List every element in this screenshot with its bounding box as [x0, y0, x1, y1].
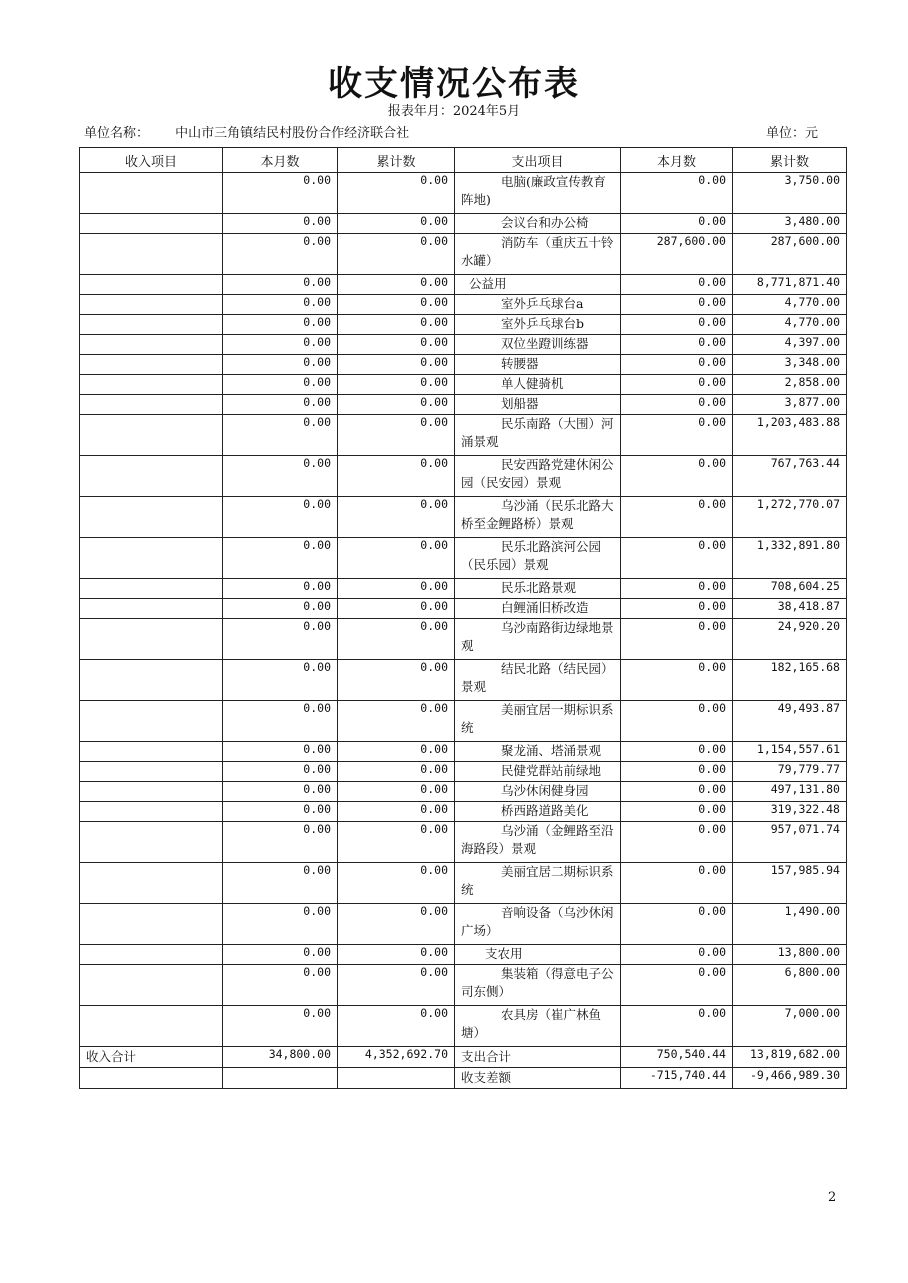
expense-item-cell [455, 497, 621, 538]
expense-item-cell [455, 1006, 621, 1047]
table-row [80, 375, 847, 395]
income-cumulative-cell: 0.00 [338, 965, 455, 1006]
unit-name-value: 中山市三角镇结民村股份合作经济联合社 [175, 126, 410, 141]
table-row [80, 660, 847, 701]
income-item-cell [80, 375, 223, 395]
income-month-cell: 0.00 [223, 275, 338, 295]
expense-cumulative-cell: 182,165.68 [733, 660, 847, 701]
expense-item-cell [455, 782, 621, 802]
expense-item-cell [455, 315, 621, 335]
expense-item-cell [455, 234, 621, 275]
expense-month-cell: 0.00 [621, 538, 733, 579]
table-row [80, 742, 847, 762]
expense-total-cumulative: 13,819,682.00 [733, 1047, 847, 1068]
expense-item-label: 美丽宜居一期标识系统 [461, 702, 614, 735]
expense-month-cell: 0.00 [621, 802, 733, 822]
expense-month-cell: 0.00 [621, 275, 733, 295]
income-month-cell: 0.00 [223, 355, 338, 375]
table-row [80, 904, 847, 945]
col-header-income-item: 收入项目 [80, 148, 223, 173]
income-month-cell: 0.00 [223, 599, 338, 619]
income-item-cell [80, 315, 223, 335]
empty-cell [223, 1068, 338, 1089]
income-month-cell: 0.00 [223, 701, 338, 742]
expense-month-cell: 287,600.00 [621, 234, 733, 275]
income-item-cell [80, 863, 223, 904]
expense-item-cell [455, 619, 621, 660]
income-item-cell [80, 802, 223, 822]
income-month-cell: 0.00 [223, 456, 338, 497]
income-cumulative-cell: 0.00 [338, 742, 455, 762]
expense-item-cell [455, 415, 621, 456]
expense-item-cell [455, 863, 621, 904]
expense-item-label: 室外乒乓球台a [501, 296, 584, 311]
income-month-cell: 0.00 [223, 497, 338, 538]
expense-month-cell: 0.00 [621, 742, 733, 762]
expense-month-cell: 0.00 [621, 497, 733, 538]
income-item-cell [80, 742, 223, 762]
expense-month-cell: 0.00 [621, 1006, 733, 1047]
income-month-cell: 0.00 [223, 822, 338, 863]
table-row [80, 822, 847, 863]
expense-item-cell [455, 335, 621, 355]
income-cumulative-cell: 0.00 [338, 863, 455, 904]
expense-item-label: 电脑(廉政宣传教育阵地) [461, 174, 606, 207]
income-item-cell [80, 762, 223, 782]
income-item-cell [80, 782, 223, 802]
expense-cumulative-cell: 24,920.20 [733, 619, 847, 660]
expense-item-label: 会议台和办公椅 [501, 215, 589, 230]
unit-name-line [84, 122, 409, 141]
col-header-expense-cumulative: 累计数 [733, 148, 847, 173]
income-month-cell: 0.00 [223, 395, 338, 415]
expense-month-cell: 0.00 [621, 395, 733, 415]
table-row [80, 863, 847, 904]
income-cumulative-cell: 0.00 [338, 355, 455, 375]
expense-item-cell [455, 538, 621, 579]
expense-cumulative-cell: 3,750.00 [733, 173, 847, 214]
expense-cumulative-cell: 319,322.48 [733, 802, 847, 822]
expense-cumulative-cell: 7,000.00 [733, 1006, 847, 1047]
expense-item-cell [455, 904, 621, 945]
expense-item-label: 美丽宜居二期标识系统 [461, 864, 614, 897]
table-row [80, 456, 847, 497]
expense-item-cell [455, 375, 621, 395]
expense-month-cell: 0.00 [621, 619, 733, 660]
income-cumulative-cell: 0.00 [338, 579, 455, 599]
table-row [80, 782, 847, 802]
expense-item-cell [455, 701, 621, 742]
expense-item-label: 农具房（崔广林鱼塘） [461, 1007, 602, 1040]
income-cumulative-cell: 0.00 [338, 173, 455, 214]
expense-item-label: 桥西路道路美化 [501, 803, 589, 818]
expense-item-cell [455, 355, 621, 375]
income-cumulative-cell: 0.00 [338, 945, 455, 965]
income-cumulative-cell: 0.00 [338, 456, 455, 497]
expense-item-label: 单人健骑机 [501, 376, 564, 391]
income-item-cell [80, 822, 223, 863]
balance-cumulative: -9,466,989.30 [733, 1068, 847, 1089]
income-item-cell [80, 904, 223, 945]
table-row [80, 214, 847, 234]
income-cumulative-cell: 0.00 [338, 599, 455, 619]
income-item-cell [80, 295, 223, 315]
expense-item-cell [455, 599, 621, 619]
expense-item-label: 音响设备（乌沙休闲广场） [461, 905, 614, 938]
expense-item-label: 民安西路党建休闲公园（民安园）景观 [461, 457, 614, 490]
expense-item-cell [455, 275, 621, 295]
income-cumulative-cell: 0.00 [338, 234, 455, 275]
balance-row [80, 1068, 847, 1089]
table-row [80, 965, 847, 1006]
expense-cumulative-cell: 4,397.00 [733, 335, 847, 355]
expense-month-cell: 0.00 [621, 214, 733, 234]
col-header-income-month: 本月数 [223, 148, 338, 173]
expense-cumulative-cell: 957,071.74 [733, 822, 847, 863]
table-row [80, 275, 847, 295]
income-cumulative-cell: 0.00 [338, 395, 455, 415]
expense-month-cell: 0.00 [621, 456, 733, 497]
income-month-cell: 0.00 [223, 173, 338, 214]
income-expense-table [79, 147, 847, 1089]
expense-month-cell: 0.00 [621, 295, 733, 315]
expense-item-label: 民健党群站前绿地 [501, 763, 602, 778]
expense-cumulative-cell: 708,604.25 [733, 579, 847, 599]
expense-cumulative-cell: 13,800.00 [733, 945, 847, 965]
income-month-cell: 0.00 [223, 904, 338, 945]
income-cumulative-cell: 0.00 [338, 802, 455, 822]
empty-cell [80, 1068, 223, 1089]
currency-unit: 单位：元 [766, 126, 819, 141]
balance-label: 收支差额 [455, 1068, 621, 1089]
income-month-cell: 0.00 [223, 802, 338, 822]
table-row [80, 295, 847, 315]
expense-item-cell [455, 742, 621, 762]
table-row [80, 701, 847, 742]
expense-item-label: 公益用 [469, 276, 507, 291]
income-item-cell [80, 395, 223, 415]
expense-month-cell: 0.00 [621, 945, 733, 965]
expense-item-label: 民乐北路滨河公园（民乐园）景观 [461, 539, 602, 572]
income-item-cell [80, 1006, 223, 1047]
expense-item-cell [455, 295, 621, 315]
expense-total-month: 750,540.44 [621, 1047, 733, 1068]
table-row [80, 1006, 847, 1047]
table-row [80, 802, 847, 822]
expense-month-cell: 0.00 [621, 315, 733, 335]
expense-total-label: 支出合计 [455, 1047, 621, 1068]
income-item-cell [80, 335, 223, 355]
expense-item-label: 乌沙涌（民乐北路大桥至金鲤路桥）景观 [461, 498, 614, 531]
income-month-cell: 0.00 [223, 295, 338, 315]
income-cumulative-cell: 0.00 [338, 822, 455, 863]
income-month-cell: 0.00 [223, 579, 338, 599]
income-cumulative-cell: 0.00 [338, 214, 455, 234]
expense-month-cell: 0.00 [621, 660, 733, 701]
income-cumulative-cell: 0.00 [338, 497, 455, 538]
expense-month-cell: 0.00 [621, 599, 733, 619]
expense-cumulative-cell: 1,203,483.88 [733, 415, 847, 456]
income-item-cell [80, 234, 223, 275]
table-header-row [80, 148, 847, 173]
expense-cumulative-cell: 1,272,770.07 [733, 497, 847, 538]
totals-row [80, 1047, 847, 1068]
expense-cumulative-cell: 1,154,557.61 [733, 742, 847, 762]
expense-item-label: 结民北路（结民园）景观 [461, 661, 614, 694]
income-total-month: 34,800.00 [223, 1047, 338, 1068]
expense-item-label: 乌沙南路街边绿地景观 [461, 620, 614, 653]
income-month-cell: 0.00 [223, 335, 338, 355]
page-number: 2 [828, 1190, 837, 1205]
income-month-cell: 0.00 [223, 762, 338, 782]
income-cumulative-cell: 0.00 [338, 538, 455, 579]
table-row [80, 538, 847, 579]
expense-item-cell [455, 660, 621, 701]
income-cumulative-cell: 0.00 [338, 335, 455, 355]
expense-item-cell [455, 802, 621, 822]
income-item-cell [80, 415, 223, 456]
income-month-cell: 0.00 [223, 315, 338, 335]
income-item-cell [80, 355, 223, 375]
expense-item-label: 民乐北路景观 [501, 580, 577, 595]
table-row [80, 762, 847, 782]
expense-cumulative-cell: 6,800.00 [733, 965, 847, 1006]
expense-month-cell: 0.00 [621, 762, 733, 782]
expense-item-cell [455, 822, 621, 863]
income-cumulative-cell: 0.00 [338, 275, 455, 295]
table-row [80, 579, 847, 599]
expense-month-cell: 0.00 [621, 375, 733, 395]
expense-item-label: 支农用 [485, 946, 523, 961]
income-cumulative-cell: 0.00 [338, 619, 455, 660]
income-item-cell [80, 538, 223, 579]
income-item-cell [80, 497, 223, 538]
income-cumulative-cell: 0.00 [338, 295, 455, 315]
balance-month: -715,740.44 [621, 1068, 733, 1089]
page-title: 收支情况公布表 [328, 64, 580, 104]
expense-cumulative-cell: 497,131.80 [733, 782, 847, 802]
expense-item-label: 乌沙休闲健身园 [501, 783, 589, 798]
income-item-cell [80, 214, 223, 234]
table-row [80, 355, 847, 375]
income-item-cell [80, 579, 223, 599]
expense-item-label: 民乐南路（大围）河涌景观 [461, 416, 614, 449]
income-month-cell: 0.00 [223, 538, 338, 579]
table-row [80, 335, 847, 355]
col-header-income-cumulative: 累计数 [338, 148, 455, 173]
col-header-expense-month: 本月数 [621, 148, 733, 173]
expense-cumulative-cell: 8,771,871.40 [733, 275, 847, 295]
income-item-cell [80, 173, 223, 214]
income-month-cell: 0.00 [223, 945, 338, 965]
expense-item-cell [455, 173, 621, 214]
expense-cumulative-cell: 79,779.77 [733, 762, 847, 782]
unit-name-label: 单位名称： [84, 126, 150, 141]
income-cumulative-cell: 0.00 [338, 782, 455, 802]
expense-cumulative-cell: 3,877.00 [733, 395, 847, 415]
income-month-cell: 0.00 [223, 965, 338, 1006]
table-row [80, 497, 847, 538]
expense-month-cell: 0.00 [621, 415, 733, 456]
expense-cumulative-cell: 1,490.00 [733, 904, 847, 945]
income-month-cell: 0.00 [223, 660, 338, 701]
income-month-cell: 0.00 [223, 863, 338, 904]
expense-cumulative-cell: 767,763.44 [733, 456, 847, 497]
income-cumulative-cell: 0.00 [338, 1006, 455, 1047]
income-month-cell: 0.00 [223, 375, 338, 395]
income-total-cumulative: 4,352,692.70 [338, 1047, 455, 1068]
expense-item-label: 聚龙涌、塔涌景观 [501, 743, 602, 758]
expense-month-cell: 0.00 [621, 335, 733, 355]
expense-cumulative-cell: 38,418.87 [733, 599, 847, 619]
expense-item-cell [455, 762, 621, 782]
income-item-cell [80, 619, 223, 660]
col-header-expense-item: 支出项目 [455, 148, 621, 173]
income-item-cell [80, 965, 223, 1006]
income-item-cell [80, 660, 223, 701]
expense-month-cell: 0.00 [621, 965, 733, 1006]
income-month-cell: 0.00 [223, 1006, 338, 1047]
expense-item-cell [455, 456, 621, 497]
expense-cumulative-cell: 3,480.00 [733, 214, 847, 234]
expense-cumulative-cell: 4,770.00 [733, 295, 847, 315]
income-cumulative-cell: 0.00 [338, 315, 455, 335]
expense-month-cell: 0.00 [621, 579, 733, 599]
income-item-cell [80, 945, 223, 965]
table-row [80, 173, 847, 214]
income-item-cell [80, 275, 223, 295]
income-month-cell: 0.00 [223, 742, 338, 762]
expense-cumulative-cell: 287,600.00 [733, 234, 847, 275]
expense-cumulative-cell: 3,348.00 [733, 355, 847, 375]
expense-month-cell: 0.00 [621, 173, 733, 214]
income-item-cell [80, 701, 223, 742]
income-item-cell [80, 599, 223, 619]
expense-cumulative-cell: 2,858.00 [733, 375, 847, 395]
expense-month-cell: 0.00 [621, 822, 733, 863]
income-cumulative-cell: 0.00 [338, 904, 455, 945]
expense-item-cell [455, 395, 621, 415]
expense-month-cell: 0.00 [621, 701, 733, 742]
income-month-cell: 0.00 [223, 619, 338, 660]
expense-item-label: 划船器 [501, 396, 539, 411]
expense-cumulative-cell: 1,332,891.80 [733, 538, 847, 579]
expense-month-cell: 0.00 [621, 355, 733, 375]
income-cumulative-cell: 0.00 [338, 415, 455, 456]
expense-month-cell: 0.00 [621, 782, 733, 802]
table-row [80, 599, 847, 619]
expense-item-label: 转腰器 [501, 356, 539, 371]
table-row [80, 415, 847, 456]
expense-cumulative-cell: 49,493.87 [733, 701, 847, 742]
expense-item-cell [455, 214, 621, 234]
table-row [80, 234, 847, 275]
expense-item-label: 消防车（重庆五十铃水罐） [461, 235, 614, 268]
empty-cell [338, 1068, 455, 1089]
expense-cumulative-cell: 4,770.00 [733, 315, 847, 335]
income-month-cell: 0.00 [223, 234, 338, 275]
expense-month-cell: 0.00 [621, 863, 733, 904]
income-cumulative-cell: 0.00 [338, 375, 455, 395]
expense-cumulative-cell: 157,985.94 [733, 863, 847, 904]
expense-item-cell [455, 579, 621, 599]
income-month-cell: 0.00 [223, 782, 338, 802]
expense-item-label: 室外乒乓球台b [501, 316, 585, 331]
income-cumulative-cell: 0.00 [338, 660, 455, 701]
report-period: 报表年月：2024年5月 [387, 104, 521, 119]
expense-month-cell: 0.00 [621, 904, 733, 945]
income-month-cell: 0.00 [223, 214, 338, 234]
expense-item-label: 双位坐蹬训练器 [501, 336, 589, 351]
expense-item-cell [455, 945, 621, 965]
income-cumulative-cell: 0.00 [338, 701, 455, 742]
table-row [80, 945, 847, 965]
table-row [80, 395, 847, 415]
expense-item-label: 白鲤涌旧桥改造 [501, 600, 589, 615]
expense-item-label: 乌沙涌（金鲤路至沿海路段）景观 [461, 823, 614, 856]
table-body [80, 173, 847, 1047]
expense-item-label: 集装箱（得意电子公司东侧） [461, 966, 614, 999]
expense-item-cell [455, 965, 621, 1006]
income-cumulative-cell: 0.00 [338, 762, 455, 782]
income-total-label: 收入合计 [80, 1047, 223, 1068]
table-row [80, 315, 847, 335]
table-row [80, 619, 847, 660]
income-item-cell [80, 456, 223, 497]
income-month-cell: 0.00 [223, 415, 338, 456]
